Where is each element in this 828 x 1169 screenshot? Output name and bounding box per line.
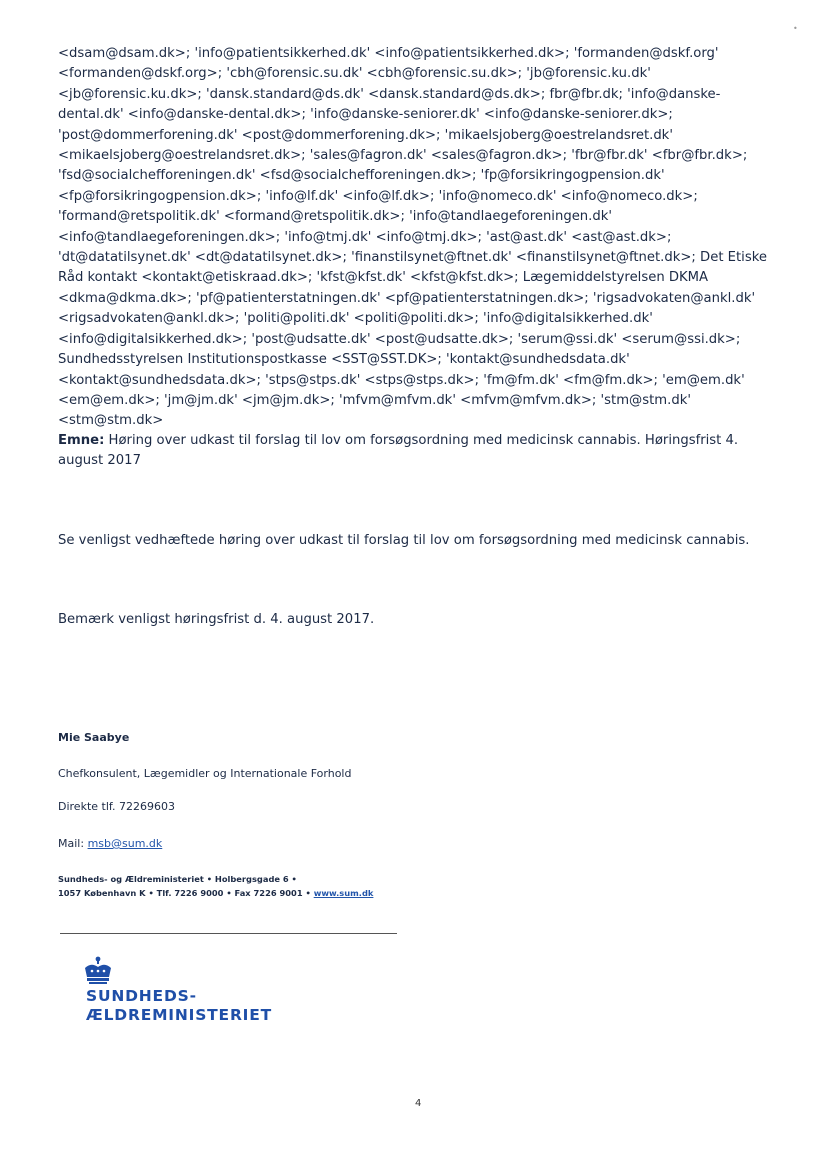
recipient-line: <stm@stm.dk> [58, 413, 164, 429]
recipient-line: <fp@forsikringogpension.dk>; 'info@lf.dk' <info@lf.dk>; 'info@nomeco.dk' <info@nomeco.dk>; [58, 188, 698, 204]
logo-line-1: SUNDHEDS- [86, 987, 197, 1005]
signature-phone: Direkte tlf. 72269603 [58, 800, 175, 813]
subject-text: Høring over udkast til forslag til lov om forsøgsordning med medicinsk cannabis. Høringsfrist 4. august 2017 [58, 433, 739, 469]
recipient-line: 'dt@datatilsynet.dk' <dt@datatilsynet.dk>; 'finanstilsynet@ftnet.dk' <finanstilsynet@ftnet.dk>; Det Etiske [58, 250, 768, 266]
body-paragraph-attachment: Se venligst vedhæftede høring over udkast til forslag til lov om forsøgsordning med medicinsk cannabis. [58, 533, 750, 548]
signature-mail [58, 837, 162, 850]
subject-label: Emne: [58, 433, 105, 448]
recipient-list [58, 44, 778, 432]
recipient-line: 'fsd@socialchefforeningen.dk' <fsd@socialchefforeningen.dk>; 'fp@forsikringogpension.dk' [58, 168, 665, 184]
website-link[interactable]: www.sum.dk [313, 888, 374, 898]
recipient-line: <dsam@dsam.dk>; 'info@patientsikkerhed.dk' <info@patientsikkerhed.dk>; 'formanden@dskf.org' [58, 46, 719, 61]
crown-icon [82, 956, 114, 986]
mail-link[interactable]: msb@sum.dk [87, 837, 163, 850]
ministry-logo [86, 987, 272, 1025]
recipient-line: <kontakt@sundhedsdata.dk>; 'stps@stps.dk' <stps@stps.dk>; 'fm@fm.dk' <fm@fm.dk>; 'em@em.dk' [58, 372, 745, 388]
email-subject [58, 431, 758, 472]
signature-name: Mie Saabye [58, 731, 130, 744]
recipient-line: dental.dk' <info@danske-dental.dk>; 'info@danske-seniorer.dk' <info@danske-seniorer.dk>; [58, 107, 673, 123]
recipient-line: 'formand@retspolitik.dk' <formand@retspolitik.dk>; 'info@tandlaegeforeningen.dk' [58, 209, 612, 225]
recipient-line: <formanden@dskf.org>; 'cbh@forensic.su.dk' <cbh@forensic.su.dk>; 'jb@forensic.ku.dk' [58, 66, 651, 82]
scan-mark: • [793, 24, 798, 33]
recipient-line: <mikaelsjoberg@oestrelandsret.dk>; 'sales@fagron.dk' <sales@fagron.dk>; 'fbr@fbr.dk' <fbr@fbr.dk>; [58, 148, 748, 164]
recipient-line: <em@em.dk>; 'jm@jm.dk' <jm@jm.dk>; 'mfvm@mfvm.dk' <mfvm@mfvm.dk>; 'stm@stm.dk' [58, 392, 691, 408]
recipient-line: <info@digitalsikkerhed.dk>; 'post@udsatte.dk' <post@udsatte.dk>; 'serum@ssi.dk' <serum@ssi.dk>; [58, 331, 741, 347]
recipient-line: 'post@dommerforening.dk' <post@dommerforening.dk>; 'mikaelsjoberg@oestrelandsret.dk' [58, 127, 673, 143]
signature-title: Chefkonsulent, Lægemidler og Internationale Forhold [58, 767, 352, 780]
mail-label: Mail: [58, 837, 85, 850]
recipient-line: Sundhedsstyrelsen Institutionspostkasse <SST@SST.DK>; 'kontakt@sundhedsdata.dk' [58, 352, 630, 368]
recipient-line: Råd kontakt <kontakt@etiskraad.dk>; 'kfst@kfst.dk' <kfst@kfst.dk>; Lægemiddelstyrelsen DKMA [58, 270, 709, 286]
recipient-line: <rigsadvokaten@ankl.dk>; 'politi@politi.dk' <politi@politi.dk>; 'info@digitalsikkerhed.dk' [58, 311, 653, 327]
body-paragraph-deadline: Bemærk venligst høringsfrist d. 4. august 2017. [58, 612, 375, 627]
recipient-line: <jb@forensic.ku.dk>; 'dansk.standard@ds.dk' <dansk.standard@ds.dk>; fbr@fbr.dk; 'info@danske- [58, 86, 721, 102]
footer-contact-text: 1057 København K • Tlf. 7226 9000 • Fax 7226 9001 • [58, 888, 314, 898]
recipient-line: <dkma@dkma.dk>; 'pf@patienterstatningen.dk' <pf@patienterstatningen.dk>; 'rigsadvokaten@ankl.dk' [58, 290, 756, 306]
logo-line-2: ÆLDREMINISTERIET [86, 1006, 273, 1024]
footer-address: Sundheds- og Ældreministeriet • Holbergsgade 6 • [58, 874, 297, 884]
footer-contact [58, 888, 373, 898]
recipient-line: <info@tandlaegeforeningen.dk>; 'info@tmj.dk' <info@tmj.dk>; 'ast@ast.dk' <ast@ast.dk>; [58, 229, 672, 245]
page-number: 4 [415, 1098, 422, 1109]
footer-divider [60, 933, 397, 934]
